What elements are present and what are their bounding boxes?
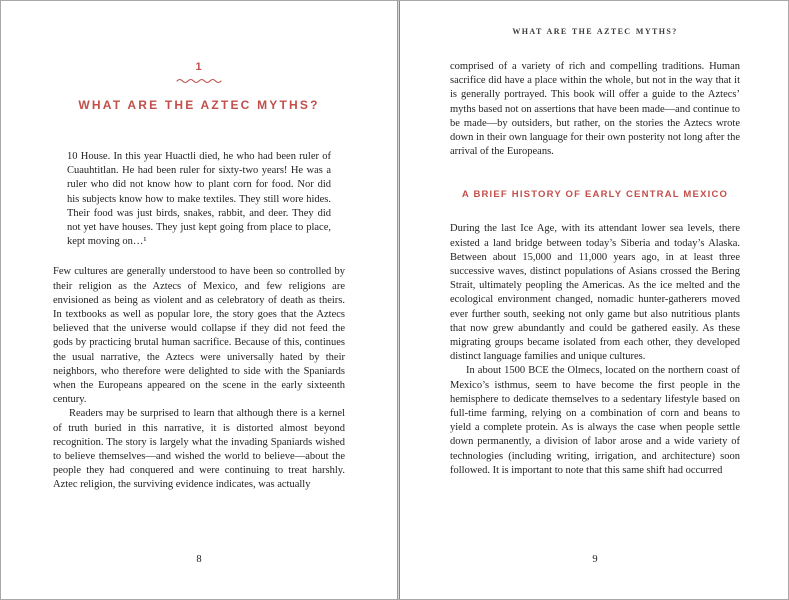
running-header: WHAT ARE THE AZTEC MYTHS? (512, 27, 678, 36)
chapter-ornament-squiggle-icon (53, 77, 345, 84)
epigraph-quote: 10 House. In this year Huactli died, he who had been ruler of Cuauhtitlan. He had been ruler for sixty-two years! He was a ruler who did not know how to plant corn for food. Nor did his subjects know how to make textiles. They still wore hides. Their food was just birds, snakes, rabbit, and deer. They did not yet have houses. They just kept going from place to place, kept moving on…¹ (67, 151, 331, 248)
chapter-title: WHAT ARE THE AZTEC MYTHS? (78, 98, 320, 112)
section-heading: A BRIEF HISTORY OF EARLY CENTRAL MEXICO (461, 189, 729, 201)
right-page (400, 1, 789, 599)
body-paragraph: Readers may be surprised to learn that although there is a kernel of truth buried in this narrative, it is distorted almost beyond recognition. The story is largely what the invading Spaniards wished to believe themselves—and wished the world to believe—about the people they had conquered and were continuing to treat harshly. Aztec religion, the surviving evidence indicates, was actually (53, 408, 345, 491)
left-page (1, 1, 397, 599)
page-number-left: 8 (196, 554, 202, 565)
body-paragraph: Few cultures are generally understood to have been so controlled by their religion as the Aztecs of Mexico, and few religions are envisioned as being as violent and as celebratory of death as theirs. In textbooks as well as popular lore, the story goes that the Aztecs believed that the universe would collapse if they did not feed the gods by practicing brutal human sacrifice. Because of this, continues the usual narrative, the Aztecs were universally hated by their neighbors, who therefore were delighted to side with the Spaniards when the Europeans appeared on the scene in the early sixteenth century. (53, 266, 345, 406)
chapter-number: 1 (195, 61, 203, 73)
body-paragraph: During the last Ice Age, with its attendant lower sea levels, there existed a land bridge between today’s Siberia and today’s Alaska. Between about 15,000 and 11,000 years ago, in at least three successive waves, distinct populations of Asians crossed the Bering Strait, ultimately peopling the Americas. As the ice melted and the ecological environment changed, nomadic hunter-gatherers moved ever further south, seeking not only game but also nutritious plants that now grew abundantly and could be gathered easily. As these migrating groups became isolated from each other, they developed distinct language families and unique cultures. (450, 223, 740, 363)
squiggle-path (177, 80, 221, 83)
body-paragraph: comprised of a variety of rich and compelling traditions. Human sacrifice did have a place within the whole, but not in the way that it is generally portrayed. This book will offer a guide to the Aztecs’ myths based not on assertions that have been made—and continue to be made—by outsiders, but rather, on the stories the Aztecs wrote down in their own language for their own posterity not long after the arrival of the Europeans. (450, 61, 740, 158)
body-paragraph: In about 1500 BCE the Olmecs, located on the northern coast of Mexico’s isthmus, seem to have become the first people in the hemisphere to dedicate themselves to a sedentary lifestyle based on full-time farming, relying on a combination of corn and beans to yield a complete protein. As is always the case when people settle down permanently, a division of labor arose and a wide variety of technologies (including writing, irrigation, and architecture) soon followed. It is important to note that this same shift had occurred (450, 365, 740, 476)
page-number-right: 9 (592, 554, 598, 565)
